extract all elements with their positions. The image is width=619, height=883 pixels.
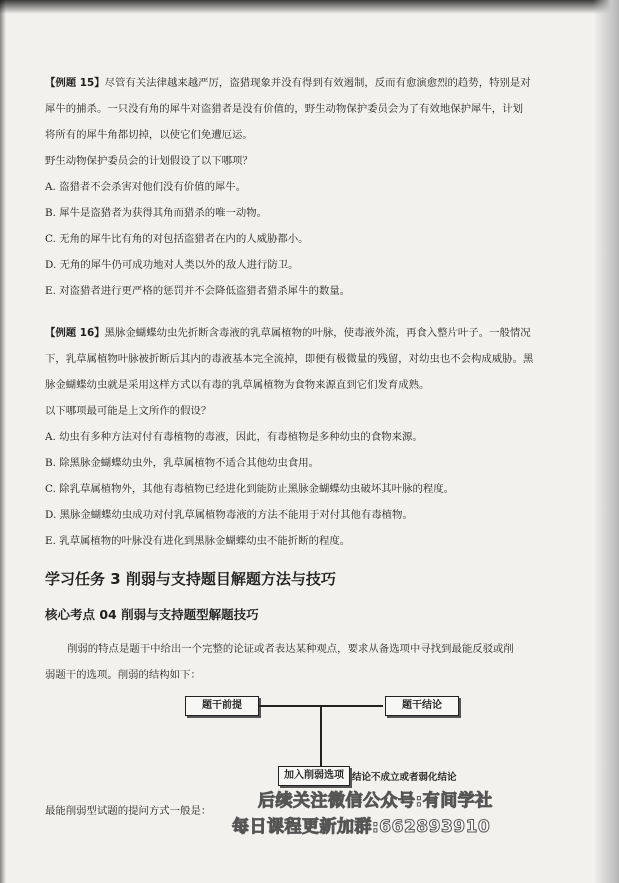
subsection-title: 核心考点 04 削弱与支持题型解题技巧 xyxy=(45,607,259,622)
example-16-line-2: 下，乳草属植物叶脉被折断后其内的毒液基本完全流掉，即便有极微量的残留，对幼虫也不会构成威胁。黑 xyxy=(45,353,534,365)
conclusion-box: 题干结论 xyxy=(385,696,459,716)
example-15 xyxy=(45,70,570,304)
page-edge-right xyxy=(593,0,619,883)
example-15-line-1: 【例题 15】尽管有关法律越来越严厉，盗猎现象并没有得到有效遏制，反而有愈演愈烈的趋势，特别是对 xyxy=(45,77,531,89)
option-a: A. 盗猎者不会杀害对他们没有价值的犀牛。 xyxy=(45,181,247,193)
option-a: A. 幼虫有多种方法对付有毒植物的毒液，因此，有毒植物是多种幼虫的食物来源。 xyxy=(45,431,423,443)
example-16-question: 以下哪项最可能是上文所作的假设？ xyxy=(45,405,212,417)
spacer xyxy=(45,592,570,602)
premise-box: 题干前提 xyxy=(185,696,259,716)
option-e: E. 乳草属植物的叶脉没有进化到黑脉金蝴蝶幼虫不能折断的程度。 xyxy=(45,535,351,547)
option-b: B. 除黑脉金蝴蝶幼虫外，乳草属植物不适合其他幼虫食用。 xyxy=(45,457,320,469)
option-e: E. 对盗猎者进行更严格的惩罚并不会降低盗猎者猎杀犀牛的数量。 xyxy=(45,285,351,297)
option-c: C. 无角的犀牛比有角的对包括盗猎者在内的人威胁都小。 xyxy=(45,233,309,245)
section-title: 学习任务 3 削弱与支持题目解题方法与技巧 xyxy=(45,570,336,588)
page-edge-left xyxy=(0,0,6,883)
page-edge-top xyxy=(0,0,619,14)
option-d: D. 黑脉金蝴蝶幼虫成功对付乳草属植物毒液的方法不能用于对付其他有毒植物。 xyxy=(45,509,413,521)
add-weaken-option-box: 加入削弱选项 xyxy=(278,766,350,786)
example-16 xyxy=(45,320,570,554)
option-d: D. 无角的犀牛仍可成功地对人类以外的敌人进行防卫。 xyxy=(45,259,299,271)
example-15-line-3: 将所有的犀牛角都切掉，以使它们免遭厄运。 xyxy=(45,129,253,141)
vertical-connector xyxy=(320,706,322,766)
option-b: B. 犀牛是盗猎者为获得其角而猎杀的唯一动物。 xyxy=(45,207,268,219)
intro-line-2: 弱题干的选项。削弱的结构如下： xyxy=(45,669,201,681)
watermark-line-2: 每日课程更新加群:662893910 xyxy=(232,817,491,837)
option-c: C. 除乳草属植物外，其他有毒植物已经进化到能防止黑脉金蝴蝶幼虫破坏其叶脉的程度。 xyxy=(45,483,455,495)
spacer xyxy=(45,304,570,320)
spacer xyxy=(45,554,570,566)
weaken-structure-diagram xyxy=(45,688,570,796)
final-line: 最能削弱型试题的提问方式一般是： xyxy=(45,805,212,817)
intro-line-1: 削弱的特点是题干中给出一个完整的论证或者表达某种观点，要求从备选项中寻找到最能反驳或削 xyxy=(67,643,514,655)
example-15-question: 野生动物保护委员会的计划假设了以下哪项？ xyxy=(45,155,253,167)
example-16-line-3: 脉金蝴蝶幼虫就是采用这样方式以有毒的乳草属植物为食物来源直到它们发育成熟。 xyxy=(45,379,430,391)
example-15-tag: 【例题 15】 xyxy=(45,77,105,89)
watermark-line-1: 后续关注微信公众号:有间学社 xyxy=(258,791,493,811)
example-15-line-2: 犀牛的捕杀。一只没有角的犀牛对盗猎者是没有价值的，野生动物保护委员会为了有效地保护犀牛，计划 xyxy=(45,103,523,115)
document-body xyxy=(45,70,570,824)
example-16-line-1: 【例题 16】黑脉金蝴蝶幼虫先折断含毒液的乳草属植物的叶脉，使毒液外流，再食入整片叶子。一般情况 xyxy=(45,327,531,339)
example-16-tag: 【例题 16】 xyxy=(45,327,105,339)
spacer xyxy=(45,628,570,636)
result-label: 结论不成立或者弱化结论 xyxy=(352,772,457,783)
